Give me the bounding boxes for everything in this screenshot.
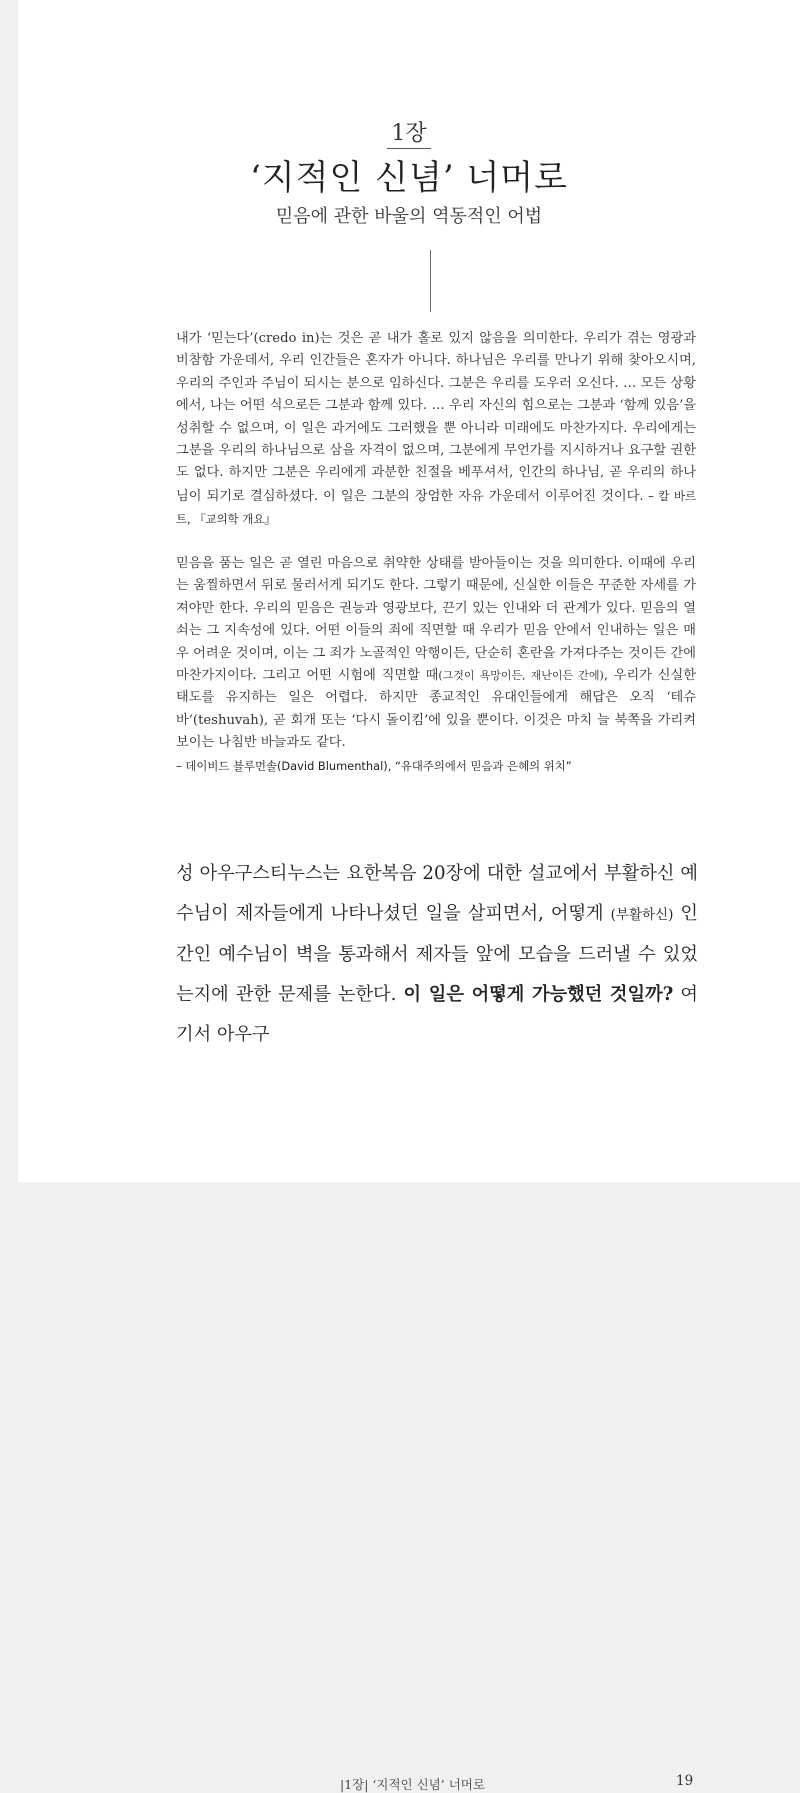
epigraph-barth-attribution: – 칼 바르트, 『교의학 개요』 [176, 488, 696, 527]
epigraph-barth-text: 내가 ‘믿는다’(credo in)는 것은 곧 내가 홀로 있지 않음을 의미한다. 우리가 겪는 영광과 비참함 가운데서, 우리 인간들은 혼자가 아니다. 하나님은 우리를 만나기 위해 찾아오시며, 우리의 주인과 주님이 되시는 분으로 임하신다. 그분은 우리를 도우러 오신다. … 모든 상황에서, 나는 어떤 식으로든 그분과 함께 있다. … 우리 자신의 힘으로는 그분과 ‘함께 있음’을 성취할 수 없으며, 이 일은 과거에도 그러했을 뿐 아니라 미래에도 마찬가지다. 우리에게는 그분을 우리의 하나님으로 삼을 자격이 없으며, 그분에게 무언가를 지시하거나 요구할 권한도 없다. 하지만 그분은 우리에게 과분한 친절을 베푸셔서, 인간의 하나님, 곧 우리의 하나님이 되기로 결심하셨다. 이 일은 그분의 장엄한 자유 가운데서 이루어진 것이다. [176, 331, 696, 504]
epigraph-barth [176, 328, 696, 532]
epigraph-blumenthal [176, 553, 696, 777]
epigraph-blumenthal-text-b: , 우리가 신실한 태도를 유지하는 일은 어렵다. 하지만 종교적인 유대인들에게 해답은 오직 ‘테슈바’(teshuvah), 곧 회개 또는 ‘다시 돌이킴’에 있을 뿐이다. 이것은 마치 늘 북쪽을 가리켜 보이는 나침반 바늘과도 같다. [176, 668, 696, 751]
divider-line [430, 250, 431, 312]
epigraph-blumenthal-aside: (그것이 욕망이든, 재난이든 간에) [438, 669, 604, 683]
body-text-a: 성 아우구스티누스는 요한복음 20장에 대한 설교에서 부활하신 예수님이 제자들에게 나타나셨던 일을 살피면서, 어떻게 [176, 863, 698, 924]
epigraph-blumenthal-text-a: 믿음을 품는 일은 곧 열린 마음으로 취약한 상태를 받아들이는 것을 의미한다. 이때에 우리는 움찔하면서 뒤로 물러서게 되기도 한다. 그렇기 때문에, 신실한 이들은 꾸준한 자세를 가져야만 한다. 우리의 믿음은 권능과 영광보다, 끈기 있는 인내와 더 관계가 있다. 믿음의 열쇠는 그 지속성에 있다. 어떤 이들의 죄에 직면할 때 우리가 믿음 안에서 인내하는 일은 매우 어려운 것이며, 이는 그 죄가 노골적인 악행이든, 단순히 혼란을 가져다주는 것이든 간에 마찬가지이다. 그리고 어떤 시험에 직면할 때 [176, 556, 696, 684]
body-text-b: 인간인 예수님이 벽을 통과해서 제자들 앞에 모습을 드러낼 수 있었는지에 관한 문제를 논한다. [176, 903, 698, 1005]
body-text-emphasis: 이 일은 어떻게 가능했던 것일까? [403, 984, 674, 1005]
page-number: 19 [676, 1773, 694, 1789]
body-paragraph [176, 854, 698, 1055]
book-page [18, 0, 800, 1792]
body-text-c: 여기서 아우구 [176, 984, 699, 1045]
epigraph-blumenthal-attribution: – 데이비드 블루먼솔(David Blumenthal), “유대주의에서 믿음과 은혜의 위치” [176, 758, 572, 773]
chapter-subtitle: 믿음에 관한 바울의 역동적인 어법 [275, 206, 543, 227]
chapter-title: ‘지적인 신념’ 너머로 [250, 158, 568, 198]
chapter-number: 1장 [18, 116, 800, 147]
body-text-aside: (부활하신) [610, 907, 674, 923]
running-head: |1장| ‘지적인 신념’ 너머로 [340, 1777, 485, 1792]
